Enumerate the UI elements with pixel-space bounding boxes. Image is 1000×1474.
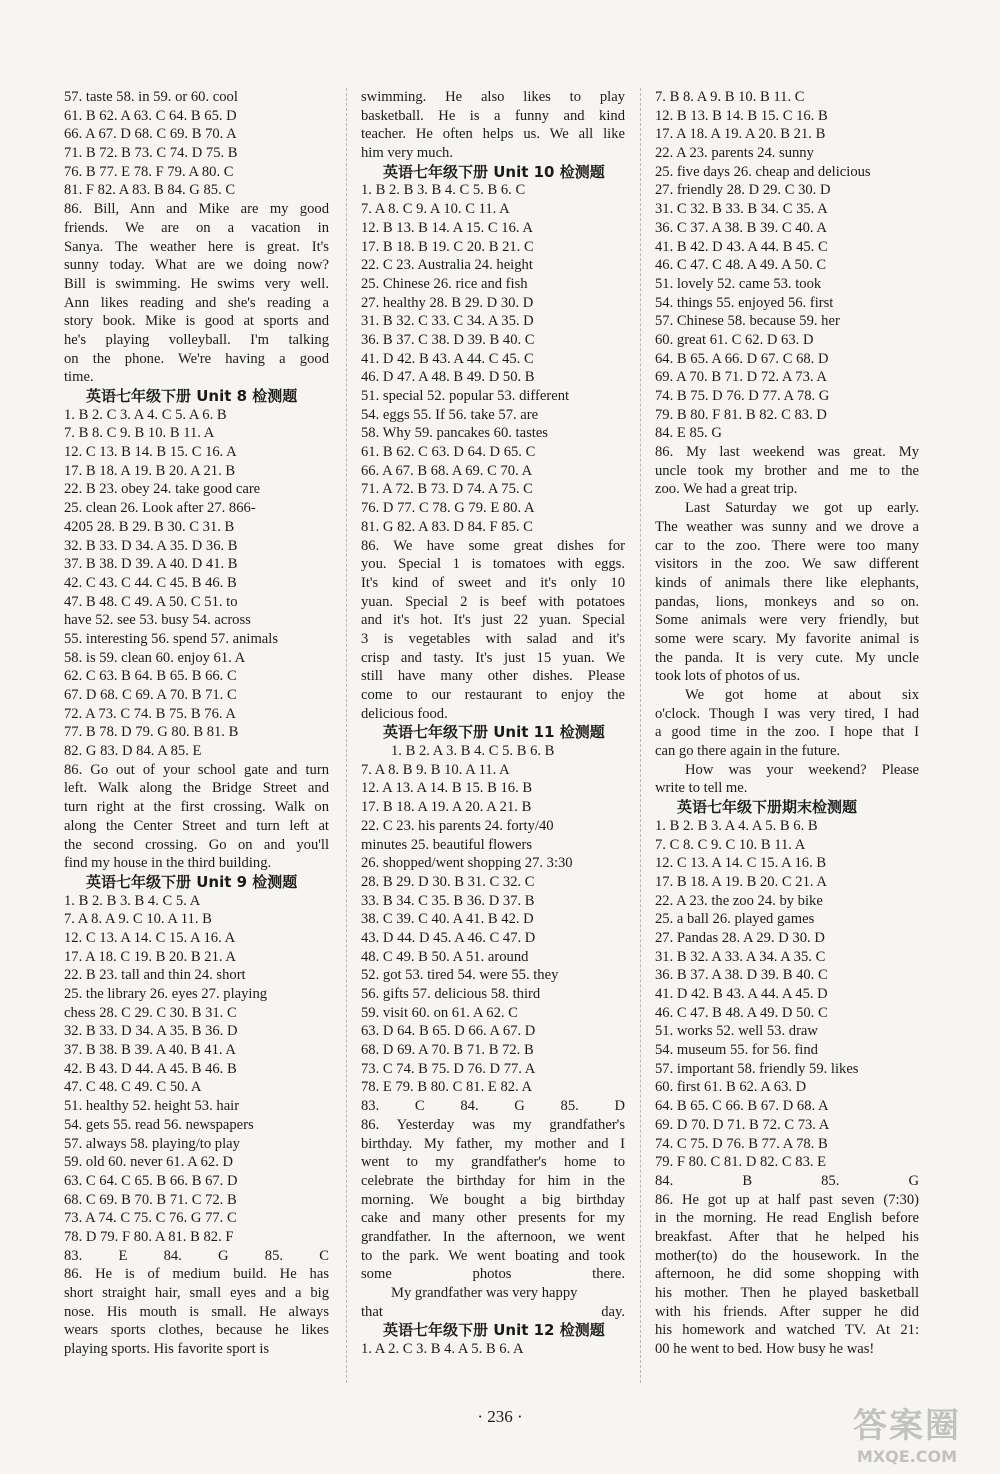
- answer-line: and it's hot. It's just 22 yuan. Special: [361, 612, 625, 629]
- answer-line: 17. B 18. B 19. C 20. B 21. C: [361, 238, 534, 255]
- answer-line: visitors in the zoo. We saw different: [655, 556, 919, 573]
- answer-line: write to tell me.: [655, 780, 748, 797]
- answer-line: in the morning. He read English before: [655, 1210, 919, 1227]
- answer-line: 71. B 72. B 73. C 74. D 75. B: [64, 145, 238, 162]
- answer-line: 61. B 62. C 63. D 64. D 65. C: [361, 444, 536, 461]
- answer-line: car to the zoo. There were too many: [655, 537, 919, 554]
- answer-line: 12. C 13. A 14. C 15. A 16. A: [64, 929, 236, 946]
- answer-line: 52. got 53. tired 54. were 55. they: [361, 967, 559, 984]
- answer-line: 54. eggs 55. If 56. take 57. are: [361, 406, 539, 423]
- answer-line: mother(to) do the housework. In the: [655, 1247, 919, 1264]
- watermark-url: MXQE.COM: [856, 1447, 958, 1466]
- answer-line: that day.: [361, 1303, 625, 1320]
- answer-line: 76. B 77. E 78. F 79. A 80. C: [64, 163, 234, 180]
- answer-line: 27. healthy 28. B 29. D 30. D: [361, 294, 534, 311]
- answer-line: 37. B 38. B 39. A 40. B 41. A: [64, 1042, 236, 1059]
- answer-line: 22. C 23. his parents 24. forty/40: [361, 817, 554, 834]
- answer-line: 68. D 69. A 70. B 71. B 72. B: [361, 1042, 534, 1059]
- answer-line: 7. B 8. A 9. B 10. B 11. C: [655, 89, 805, 105]
- answer-line: 76. D 77. C 78. G 79. E 80. A: [361, 500, 535, 517]
- answer-line: 54. things 55. enjoyed 56. first: [655, 294, 834, 311]
- answer-line: 81. F 82. A 83. B 84. G 85. C: [64, 182, 236, 199]
- answer-line: grandfather. In the afternoon, we went: [361, 1228, 625, 1245]
- answer-line: 7. A 8. B 9. B 10. A 11. A: [361, 761, 510, 778]
- answer-line: 00 he went to bed. How busy he was!: [655, 1341, 875, 1358]
- answer-line: 57. taste 58. in 59. or 60. cool: [64, 89, 238, 105]
- answer-line: 27. friendly 28. D 29. C 30. D: [655, 182, 831, 199]
- answer-line: 48. C 49. B 50. A 51. around: [361, 948, 529, 965]
- answer-line: 82. G 83. D 84. A 85. E: [64, 743, 202, 760]
- answer-line: you. Special 1 is tomatoes with eggs.: [361, 556, 625, 573]
- section-heading: 英语七年级下册 Unit 11 检测题: [383, 723, 605, 742]
- answer-line: 1. B 2. B 3. B 4. C 5. B 6. C: [361, 182, 526, 199]
- answer-line: 60. first 61. B 62. A 63. D: [655, 1079, 807, 1096]
- answer-line: 78. E 79. B 80. C 81. E 82. A: [361, 1079, 533, 1096]
- answer-line: 74. C 75. D 76. B 77. A 78. B: [655, 1135, 828, 1152]
- answer-line: 3 is vegetables with salad and it's: [361, 630, 625, 647]
- answer-line: 59. visit 60. on 61. A 62. C: [361, 1004, 518, 1021]
- answer-line: sunny today. What are we doing now?: [64, 257, 329, 274]
- answer-line: 1. B 2. A 3. B 4. C 5. B 6. B: [391, 743, 555, 760]
- answer-line: 67. D 68. C 69. A 70. B 71. C: [64, 687, 237, 703]
- answer-line: 57. Chinese 58. because 59. her: [655, 313, 840, 330]
- answer-line: along the Center Street and turn left at: [64, 817, 329, 834]
- answer-line: 79. F 80. C 81. D 82. C 83. E: [655, 1154, 827, 1171]
- answer-line: his mother. Then he played basketball: [655, 1285, 919, 1301]
- answer-line: 86. He is of medium build. He has: [64, 1266, 329, 1283]
- answer-line: wears sports clothes, because he likes: [64, 1322, 329, 1339]
- answer-line: the second crossing. Go on and you'll: [64, 836, 329, 853]
- answer-line: delicious food.: [361, 705, 448, 722]
- section-heading: 英语七年级下册 Unit 9 检测题: [86, 872, 298, 891]
- answer-line: 62. C 63. B 64. B 65. B 66. C: [64, 668, 237, 685]
- answer-line: his homework and watched TV. At 21:: [655, 1322, 919, 1339]
- answer-line: come to our restaurant to enjoy the: [361, 687, 625, 703]
- answer-line: 25. Chinese 26. rice and fish: [361, 275, 528, 292]
- answer-line: 71. A 72. B 73. D 74. A 75. C: [361, 481, 533, 498]
- answer-line: My grandfather was very happy: [391, 1285, 578, 1301]
- answer-line: 66. A 67. D 68. C 69. B 70. A: [64, 126, 237, 143]
- answer-line: turn right at the first crossing. Walk on: [64, 799, 329, 816]
- answer-line: 47. B 48. C 49. A 50. C 51. to: [64, 593, 238, 610]
- answer-line: 22. B 23. tall and thin 24. short: [64, 967, 246, 984]
- answer-line: 41. D 42. B 43. A 44. A 45. D: [655, 986, 828, 1002]
- answer-line: to the park. We went boating and took: [361, 1247, 625, 1264]
- answer-line: minutes 25. beautiful flowers: [361, 836, 533, 853]
- answer-line: the panda. It is very cute. My uncle: [655, 649, 919, 666]
- answer-line: kinds of animals there like elephants,: [655, 574, 919, 591]
- answer-line: 74. B 75. D 76. D 77. A 78. G: [655, 388, 830, 404]
- answer-line: The weather was sunny and we drove a: [655, 518, 919, 535]
- answer-line: 57. important 58. friendly 59. likes: [655, 1060, 859, 1077]
- answer-line: 36. B 37. A 38. D 39. B 40. C: [655, 967, 828, 984]
- answer-line: 84. E 85. G: [655, 425, 722, 442]
- answer-line: 25. five days 26. cheap and delicious: [655, 163, 871, 180]
- answer-line: friends. We are on a vacation in: [64, 219, 329, 236]
- answer-line: Some animals were very friendly, but: [655, 612, 919, 629]
- page-number: · 236 ·: [477, 1407, 523, 1426]
- answer-line: still have many other dishes. Please: [361, 668, 625, 685]
- answer-line: 46. C 47. C 48. A 49. A 50. C: [655, 257, 827, 274]
- answer-line: 68. C 69. B 70. B 71. C 72. B: [64, 1191, 237, 1208]
- answer-line: 17. B 18. A 19. A 20. A 21. B: [361, 799, 532, 816]
- answer-line: 83. E 84. G 85. C: [64, 1247, 329, 1264]
- answer-line: 36. B 37. C 38. D 39. B 40. C: [361, 331, 535, 348]
- answer-line: 1. A 2. C 3. B 4. A 5. B 6. A: [361, 1341, 524, 1358]
- answer-line: nose. His mouth is small. He always: [64, 1303, 329, 1320]
- answer-line: a good time in the zoo. I hope that I: [655, 724, 919, 741]
- answer-line: 64. B 65. C 66. B 67. D 68. A: [655, 1098, 829, 1115]
- answer-line: basketball. He is a funny and kind: [361, 107, 625, 124]
- answer-line: 7. C 8. C 9. C 10. B 11. A: [655, 836, 806, 853]
- answer-line: can go there again in the future.: [655, 743, 841, 760]
- answer-line: 59. old 60. never 61. A 62. D: [64, 1154, 234, 1171]
- answer-line: 27. Pandas 28. A 29. D 30. D: [655, 929, 825, 946]
- answer-line: 25. a ball 26. played games: [655, 911, 815, 928]
- answer-line: 46. C 47. B 48. A 49. D 50. C: [655, 1004, 828, 1021]
- answer-line: 31. B 32. A 33. A 34. A 35. C: [655, 948, 826, 965]
- answer-line: 86. Yesterday was my grandfather's: [361, 1116, 625, 1133]
- answer-line: 7. A 8. C 9. A 10. C 11. A: [361, 201, 510, 218]
- answer-line: 69. D 70. D 71. B 72. C 73. A: [655, 1116, 830, 1133]
- answer-line: 7. A 8. A 9. C 10. A 11. B: [64, 911, 212, 928]
- answer-line: 22. C 23. Australia 24. height: [361, 257, 533, 274]
- answer-line: time.: [64, 369, 94, 386]
- answer-line: 46. D 47. A 48. B 49. D 50. B: [361, 369, 535, 386]
- answer-line: left. Walk along the Bridge Street and: [64, 780, 329, 797]
- answer-line: 1. B 2. C 3. A 4. C 5. A 6. B: [64, 406, 227, 423]
- answer-line: find my house in the third building.: [64, 855, 272, 872]
- answer-line: 4205 28. B 29. B 30. C 31. B: [64, 518, 235, 535]
- answer-line: 56. gifts 57. delicious 58. third: [361, 986, 541, 1002]
- section-heading: 英语七年级下册 Unit 8 检测题: [86, 387, 298, 405]
- answer-line: 63. C 64. C 65. B 66. B 67. D: [64, 1172, 238, 1189]
- column-divider: [346, 88, 347, 1383]
- answer-line: playing sports. His favorite sport is: [64, 1341, 270, 1358]
- column-right: [655, 88, 919, 1359]
- answer-line: 66. A 67. B 68. A 69. C 70. A: [361, 462, 533, 479]
- answer-line: swimming. He also likes to play: [361, 89, 625, 105]
- answer-line: 51. lovely 52. came 53. took: [655, 275, 822, 292]
- watermark-logo: [832, 1398, 982, 1468]
- section-heading: 英语七年级下册 Unit 12 检测题: [383, 1321, 605, 1340]
- answer-line: he's playing volleyball. I'm talking: [64, 331, 329, 348]
- answer-line: 58. Why 59. pancakes 60. tastes: [361, 425, 548, 442]
- answer-line: 12. A 13. A 14. B 15. B 16. B: [361, 780, 533, 797]
- answer-line: 17. B 18. A 19. B 20. C 21. A: [655, 873, 827, 890]
- answer-line: 25. clean 26. Look after 27. 866-: [64, 500, 256, 517]
- answer-line: 73. C 74. B 75. D 76. D 77. A: [361, 1060, 536, 1077]
- answer-line: 55. interesting 56. spend 57. animals: [64, 630, 279, 647]
- section-heading: 英语七年级下册期末检测题: [677, 798, 858, 817]
- answer-line: some photos there.: [361, 1266, 625, 1283]
- answer-line: 43. D 44. D 45. A 46. C 47. D: [361, 929, 536, 946]
- answer-line: birthday. My father, my mother and I: [361, 1135, 625, 1152]
- answer-line: 17. A 18. A 19. A 20. B 21. B: [655, 126, 826, 143]
- answer-line: cake and many other presents for my: [361, 1210, 625, 1227]
- answer-line: 37. B 38. D 39. A 40. D 41. B: [64, 556, 238, 573]
- answer-line: 73. A 74. C 75. C 76. G 77. C: [64, 1210, 237, 1227]
- answer-line: with his friends. After supper he did: [655, 1303, 919, 1320]
- answer-line: 26. shopped/went shopping 27. 3:30: [361, 855, 573, 872]
- answer-line: 22. B 23. obey 24. take good care: [64, 481, 261, 498]
- answer-line: 54. museum 55. for 56. find: [655, 1042, 818, 1059]
- answer-line: morning. We bought a big birthday: [361, 1191, 625, 1208]
- answer-line: him very much.: [361, 145, 454, 162]
- answer-line: took lots of photos of us.: [655, 668, 801, 685]
- answer-line: some were scary. My favorite animal is: [655, 630, 919, 647]
- answer-line: We got home at about six: [685, 687, 919, 703]
- section-heading: 英语七年级下册 Unit 10 检测题: [383, 162, 605, 181]
- answer-line: breakfast. After that he helped his: [655, 1228, 919, 1245]
- column-divider: [640, 88, 641, 1383]
- answer-line: 22. A 23. parents 24. sunny: [655, 145, 814, 162]
- answer-line: 33. B 34. C 35. B 36. D 37. B: [361, 892, 535, 909]
- answer-line: 69. A 70. B 71. D 72. A 73. A: [655, 369, 827, 386]
- answer-line: 41. B 42. D 43. A 44. B 45. C: [655, 238, 828, 255]
- answer-line: 86. He got up at half past seven (7:30): [655, 1191, 919, 1208]
- answer-line: have 52. see 53. busy 54. across: [64, 612, 251, 629]
- answer-line: 86. Go out of your school gate and turn: [64, 761, 329, 778]
- answer-line: 86. My last weekend was great. My: [655, 444, 919, 461]
- answer-line: 31. C 32. B 33. B 34. C 35. A: [655, 201, 828, 218]
- answer-line: 7. B 8. C 9. B 10. B 11. A: [64, 425, 215, 442]
- answer-line: short straight hair, small eyes and a big: [64, 1285, 329, 1301]
- watermark-logo-text: 答案圈: [853, 1406, 961, 1446]
- column-left: [64, 88, 329, 1359]
- answer-line: 51. special 52. popular 53. different: [361, 388, 570, 404]
- answer-line: 60. great 61. C 62. D 63. D: [655, 331, 814, 348]
- answer-line: 42. C 43. C 44. C 45. B 46. B: [64, 574, 237, 591]
- answer-line: 64. B 65. A 66. D 67. C 68. D: [655, 350, 829, 367]
- answer-line: on the phone. We're having a good: [64, 350, 329, 367]
- answer-line: celebrate the birthday for him in the: [361, 1172, 625, 1189]
- answer-line: 41. D 42. B 43. A 44. C 45. C: [361, 350, 534, 367]
- answer-line: How was your weekend? Please: [685, 761, 919, 778]
- answer-line: 25. the library 26. eyes 27. playing: [64, 986, 268, 1002]
- answer-line: 47. C 48. C 49. C 50. A: [64, 1079, 202, 1096]
- answer-line: 32. B 33. D 34. A 35. B 36. D: [64, 1023, 238, 1040]
- answer-line: 79. B 80. F 81. B 82. C 83. D: [655, 406, 827, 423]
- answer-line: 12. B 13. B 14. A 15. C 16. A: [361, 219, 533, 236]
- answer-line: Sanya. The weather here is great. It's: [64, 238, 329, 255]
- answer-line: Last Saturday we got up early.: [685, 500, 919, 517]
- answer-line: 12. C 13. B 14. B 15. C 16. A: [64, 444, 237, 461]
- answer-line: It's kind of sweet and it's only 10: [361, 574, 625, 591]
- answer-line: story book. Mike is good at sports and: [64, 313, 329, 330]
- answer-line: crisp and tasty. It's just 15 yuan. We: [361, 649, 625, 666]
- answer-line: 12. B 13. B 14. B 15. C 16. B: [655, 107, 828, 124]
- answer-line: 32. B 33. D 34. A 35. D 36. B: [64, 537, 238, 554]
- answer-line: 78. D 79. F 80. A 81. B 82. F: [64, 1228, 234, 1245]
- answer-line: afternoon, he did some shopping with: [655, 1266, 919, 1283]
- answer-line: went to my grandfather's home to: [361, 1154, 625, 1171]
- column-middle: [361, 88, 625, 1359]
- answer-line: 54. gets 55. read 56. newspapers: [64, 1116, 254, 1133]
- answer-line: 31. B 32. C 33. C 34. A 35. D: [361, 313, 534, 330]
- answer-line: 1. B 2. B 3. B 4. C 5. A: [64, 892, 201, 909]
- answer-line: chess 28. C 29. C 30. B 31. C: [64, 1004, 237, 1021]
- answer-line: 12. C 13. A 14. C 15. A 16. B: [655, 855, 827, 872]
- answer-line: 38. C 39. C 40. A 41. B 42. D: [361, 911, 534, 928]
- answer-line: 28. B 29. D 30. B 31. C 32. C: [361, 873, 535, 890]
- answer-line: 58. is 59. clean 60. enjoy 61. A: [64, 649, 246, 666]
- answer-line: 77. B 78. D 79. G 80. B 81. B: [64, 724, 239, 741]
- answer-line: 17. B 18. A 19. B 20. A 21. B: [64, 462, 236, 479]
- answer-line: 86. We have some great dishes for: [361, 537, 625, 554]
- answer-line: 51. works 52. well 53. draw: [655, 1023, 818, 1040]
- answer-line: 51. healthy 52. height 53. hair: [64, 1098, 240, 1115]
- answer-line: 22. A 23. the zoo 24. by bike: [655, 892, 823, 909]
- answer-line: 61. B 62. A 63. C 64. B 65. D: [64, 107, 237, 124]
- answer-line: 57. always 58. playing/to play: [64, 1135, 240, 1152]
- answer-line: 36. C 37. A 38. B 39. C 40. A: [655, 219, 827, 236]
- answer-line: uncle took my brother and me to the: [655, 462, 919, 479]
- answer-line: 81. G 82. A 83. D 84. F 85. C: [361, 518, 533, 535]
- answer-line: teacher. He often helps us. We all like: [361, 126, 625, 143]
- answer-line: pandas, lions, monkeys and so on.: [655, 593, 919, 610]
- answer-line: 63. D 64. B 65. D 66. A 67. D: [361, 1023, 536, 1040]
- answer-line: 83. C 84. G 85. D: [361, 1098, 625, 1115]
- answer-line: yuan. Special 2 is beef with potatoes: [361, 593, 625, 610]
- answer-line: 1. B 2. B 3. A 4. A 5. B 6. B: [655, 817, 818, 834]
- answer-line: Ann likes reading and she's reading a: [64, 294, 329, 311]
- answer-line: 84. B 85. G: [655, 1172, 919, 1189]
- answer-line: o'clock. Though I was very tired, I had: [655, 705, 919, 722]
- answer-line: Bill is swimming. He swims very well.: [64, 275, 329, 292]
- answer-line: 42. B 43. D 44. A 45. B 46. B: [64, 1060, 237, 1077]
- answer-line: zoo. We had a great trip.: [655, 481, 798, 498]
- answer-line: 72. A 73. C 74. B 75. B 76. A: [64, 705, 236, 722]
- answer-line: 86. Bill, Ann and Mike are my good: [64, 201, 329, 218]
- answer-line: 17. A 18. C 19. B 20. B 21. A: [64, 948, 236, 965]
